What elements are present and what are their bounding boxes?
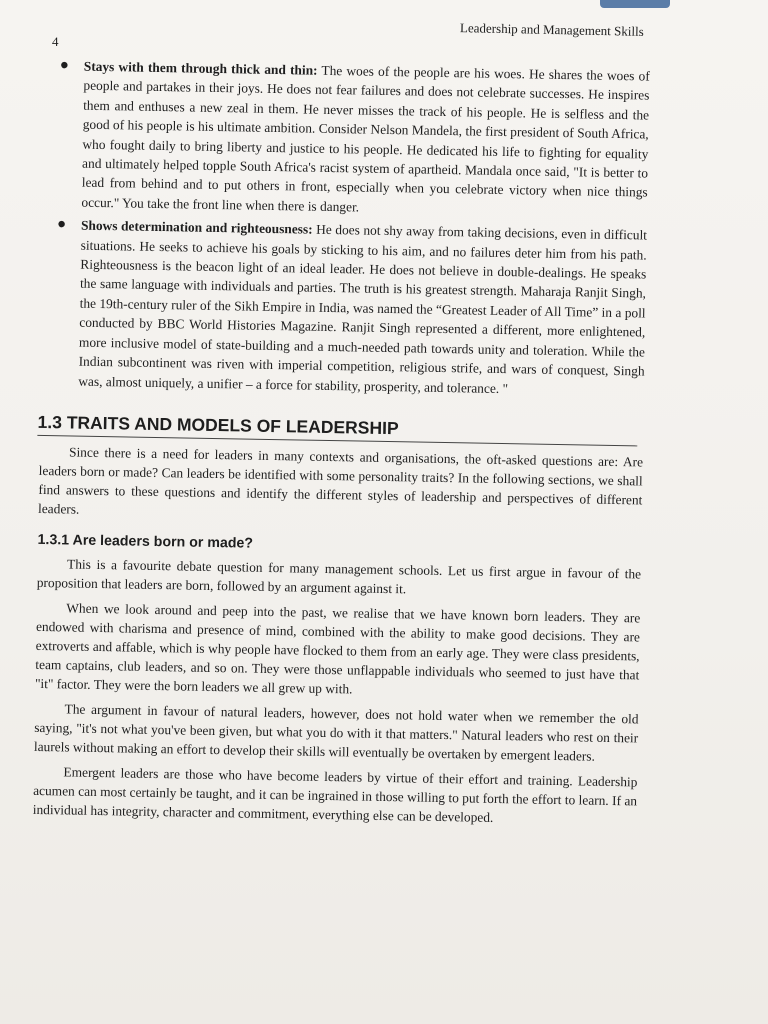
- bullet-lead: Stays with them through thick and thin:: [83, 58, 318, 78]
- bullet-dot-icon: ●: [56, 216, 67, 233]
- bullet-text: The woes of the people are his woes. He shares the woes of people and partakes in their joys. He does not fear failures and does not celebrate successes. He inspires them and enthuses a new zeal in them. He never misses the track of his people. He is selfless and the good of his people is his ultimate ambition. Consider Nelson Mandela, the first president of South Africa, who fought daily to bring liberty and justice to his people. He dedicated his life to fighting for equality and ultimately helped topple South Africa's racist system of apartheid. Mandala once said, "It is better to lead from behind and to put others in front, especially when you celebrate victory when nice things occur." You take the front line when there is danger.: [81, 62, 650, 215]
- section-intro: Since there is a need for leaders in many contexts and organisations, the oft-asked questions are: Are leaders born or made? Can leaders be identified with some personality traits? In the following sections, we shall find answers to these questions and identify the different styles of leadership and perspectives of different leaders.: [37, 444, 644, 517]
- bullet-dot-icon: ●: [59, 57, 70, 74]
- paragraph: When we look around and peep into the past, we realise that we have known born leaders. They are endowed with charisma and presence of mind, combined with the ability to make good decisions. They are extroverts and affable, which is why people have flocked to them from an early age. They were class presidents, team captains, club leaders, and so on. They were those unflappable individuals who seemed to just have that "it" factor. They were the born leaders we all grew up with.: [34, 600, 641, 697]
- bullet-list: [56, 57, 650, 401]
- paragraph: Emergent leaders are those who have become leaders by virtue of their effort and training. Leadership acumen can most certainly be taught, and it can be ingrained in those willing to put forth the effort to learn. If an individual has integrity, character and commitment, everything else can be developed.: [32, 764, 638, 825]
- page-content: [33, 56, 650, 829]
- subsection-title: 1.3.1 Are leaders born or made?: [37, 531, 254, 552]
- paragraph: The argument in favour of natural leaders, however, does not hold water when we remember the old saying, "it's not what you've been given, but what you do with it that matters." Natural leaders who rest on their laurels without making an effort to develop their skills will eventually be overtaken by emergent leaders.: [33, 701, 639, 764]
- bullet-text: He does not shy away from taking decisions, even in difficult situations. He seeks to achieve his goals by sticking to his aim, and no failures deter him from his path. Righteousness is the beacon light of an ideal leader. He does not believe in double-dealings. He speaks the same language with individuals and parties. The truth is his greatest strength. Maharaja Ranjit Singh, the 19th-century ruler of the Sikh Empire in India, was named the “Greatest Leader of All Time” in a poll conducted by BBC World Histories Magazine. Ranjit Singh represented a different, more enlightened, more inclusive model of state-building and a much-needed path towards unity and toleration. While the Indian subcontinent was riven with imperial competition, religious strife, and wars of conquest, Singh was, almost uniquely, a unifier – a force for stability, prosperity, and tolerance. ": [78, 221, 648, 396]
- page-corner-tab: [600, 0, 670, 8]
- section-title: 1.3 TRAITS AND MODELS OF LEADERSHIP: [37, 412, 637, 446]
- running-head: Leadership and Management Skills: [460, 20, 645, 39]
- bullet-lead: Shows determination and righteousness:: [80, 217, 313, 237]
- bullet-item-thick-and-thin: [59, 57, 650, 222]
- page-number: 4: [52, 34, 59, 49]
- paragraph: This is a favourite debate question for many management schools. Let us first argue in favour of the proposition that leaders are born, followed by an argument against it.: [36, 556, 642, 597]
- bullet-item-determination: [56, 216, 648, 401]
